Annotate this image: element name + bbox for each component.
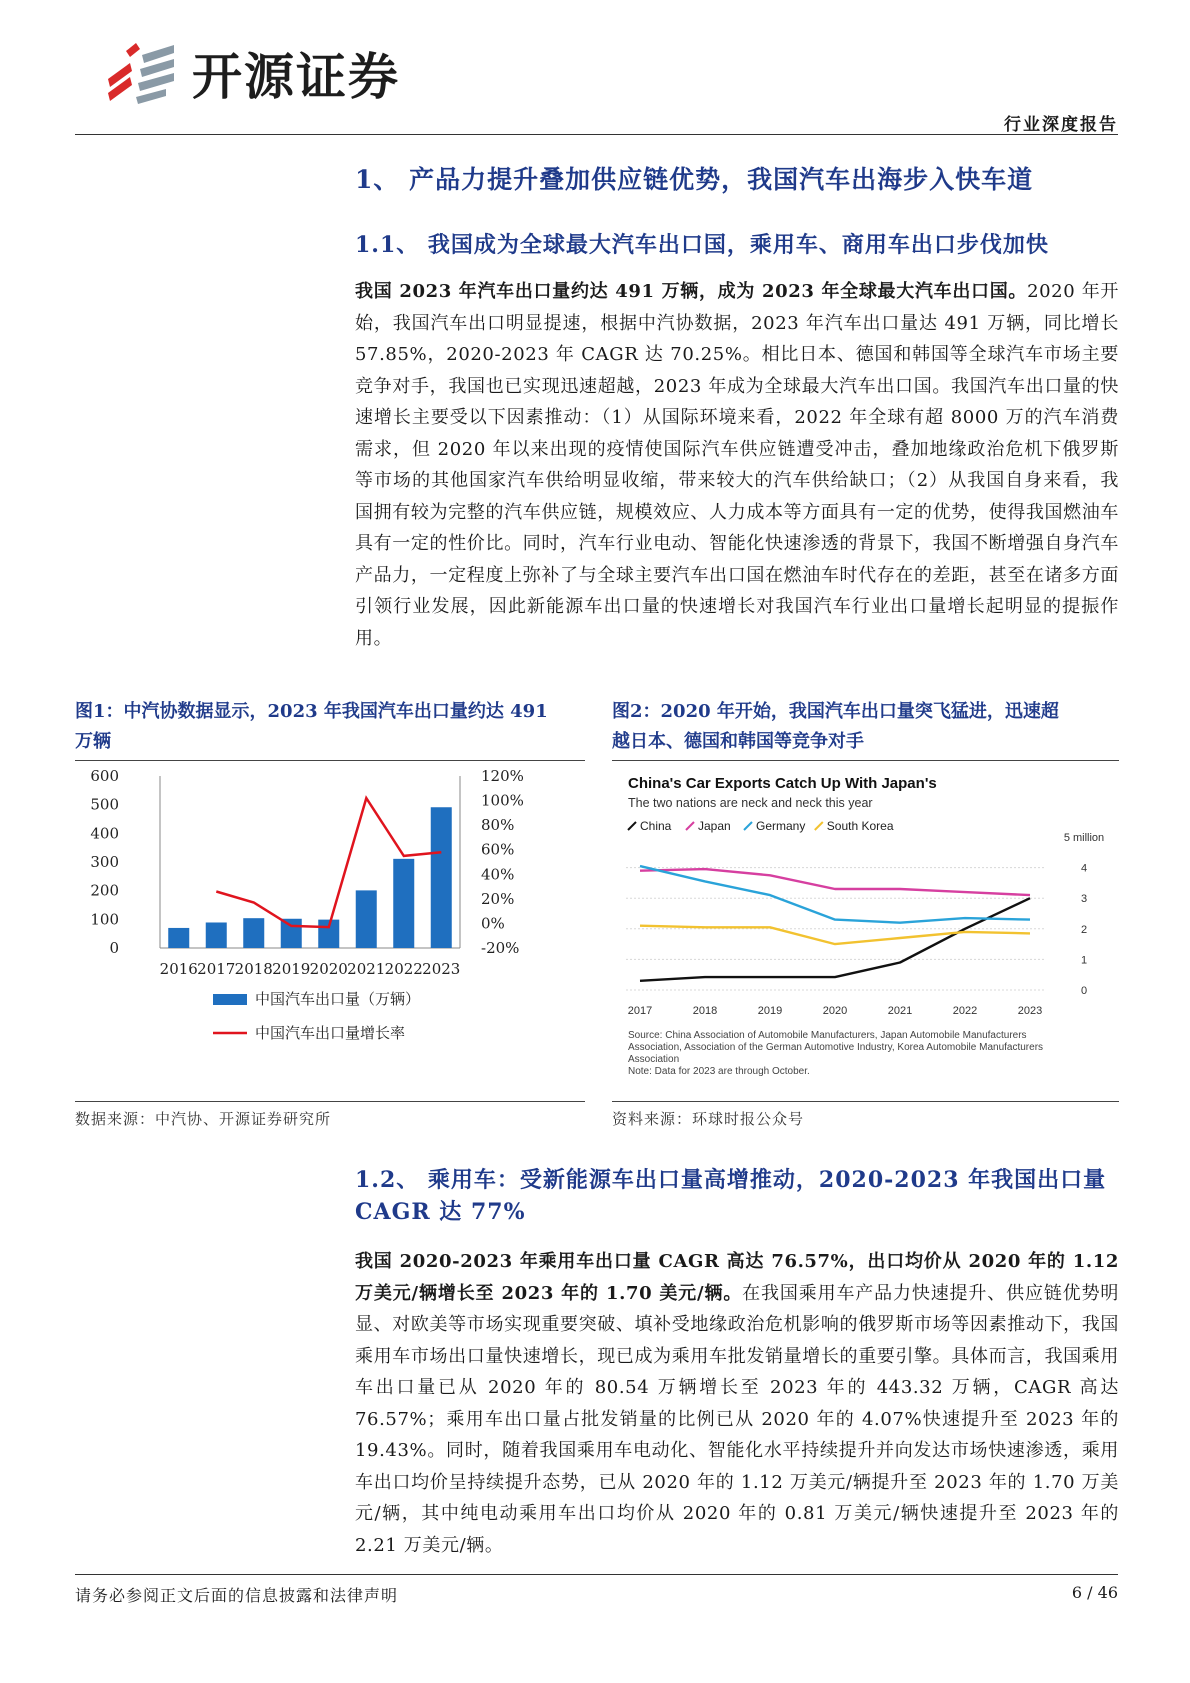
legend-bar-swatch bbox=[213, 994, 247, 1005]
bar-2021 bbox=[356, 890, 377, 948]
x-axis-tick-label: 2020 bbox=[309, 960, 348, 978]
figure-1-source: 数据来源：中汽协、开源证券研究所 bbox=[75, 1110, 332, 1128]
legend-swatch-japan bbox=[686, 822, 694, 830]
bar-2016 bbox=[168, 928, 189, 948]
figure-1-title: 图1：中汽协数据显示，2023 年我国汽车出口量约达 491 万辆 bbox=[75, 701, 548, 752]
right-axis-tick-label: 60% bbox=[481, 840, 515, 859]
chart-source-line: Association, Association of the German Automotive Industry, Korea Automobile Manufacturers bbox=[628, 1042, 1044, 1053]
chart-subtitle: The two nations are neck and neck this year bbox=[628, 796, 873, 810]
bar-2023 bbox=[431, 807, 452, 948]
chart-title: China's Car Exports Catch Up With Japan's bbox=[628, 775, 937, 792]
x-axis-tick-label: 2019 bbox=[272, 960, 311, 978]
x-axis-tick-label: 2017 bbox=[197, 960, 236, 978]
x-axis-tick-label: 2017 bbox=[627, 1005, 653, 1017]
y-axis-tick-label: 0 bbox=[1080, 985, 1088, 997]
report-type-label: 行业深度报告 bbox=[1004, 115, 1118, 135]
x-axis-tick-label: 2021 bbox=[887, 1005, 913, 1017]
left-axis-tick-label: 500 bbox=[90, 795, 119, 814]
header-divider bbox=[75, 134, 1118, 135]
legend-swatch-south-korea bbox=[815, 822, 823, 830]
footer-disclaimer: 请务必参阅正文后面的信息披露和法律声明 bbox=[75, 1586, 399, 1605]
y-axis-tick-label: 3 bbox=[1080, 893, 1088, 906]
left-axis-tick-label: 100 bbox=[90, 910, 119, 929]
subsection-1-1-paragraph bbox=[355, 276, 1119, 654]
section-title: 1、 产品力提升叠加供应链优势，我国汽车出海步入快车道 bbox=[355, 165, 1034, 194]
x-axis-tick-label: 2018 bbox=[692, 1005, 718, 1017]
paragraph-body: 在我国乘用车产品力快速提升、供应链优势明显、对欧美等市场实现重要突破、填补受地缘政治危机影响的俄罗斯市场等因素推动下，我国乘用车市场出口量快速增长，现已成为乘用车批发销量增长的重要引擎。具体而言，我国乘用车出口量已从 2020 年的 80.54 万辆增长至 2023 年的 443.32 万辆，CAGR 高达 76.57%；乘用车出口量占批发销量的比例已从 2020 年的 4.07%快速提升至 2023 年的 19.43%。同时，随着我国乘用车电动化、智能化水平持续提升并向发达市场快速渗透，乘用车出口均价呈持续提升态势，已从 2020 年的 1.12 万美元/辆提升至 2023 年的 1.70 万美元/辆，其中纯电动乘用车出口均价从 2020 年的 0.81 万美元/辆快速提升至 2023 年的 2.21 万美元/辆。 bbox=[355, 1282, 1119, 1556]
x-axis-tick-label: 2022 bbox=[952, 1005, 978, 1017]
subsection-1-1-title: 1.1、 我国成为全球最大汽车出口国，乘用车、商用车出口步伐加快 bbox=[355, 232, 1049, 258]
subsection-1-2-paragraph bbox=[355, 1246, 1119, 1561]
right-axis-tick-label: 100% bbox=[481, 791, 524, 810]
y-axis-tick-label: 4 bbox=[1080, 862, 1088, 875]
x-axis-tick-label: 2016 bbox=[159, 960, 198, 978]
legend-swatch-germany bbox=[744, 822, 752, 830]
figure-2-top-border bbox=[612, 760, 1119, 761]
paragraph-lead: 我国 2020-2023 年乘用车出口量 CAGR 高达 76.57%，出口均价从 2020 年的 1.12 万美元/辆增长至 2023 年的 1.70 美元/辆。 bbox=[355, 1251, 1119, 1304]
chart-note: Note: Data for 2023 are through October. bbox=[628, 1066, 810, 1077]
x-axis-tick-label: 2022 bbox=[384, 960, 423, 978]
series-line-germany bbox=[640, 866, 1030, 923]
figure-2-bottom-border bbox=[612, 1101, 1119, 1102]
legend-label-japan: Japan bbox=[698, 819, 731, 833]
x-axis-tick-label: 2020 bbox=[822, 1005, 848, 1017]
x-axis-tick-label: 2023 bbox=[1017, 1005, 1043, 1017]
logo-text: 开源证券 bbox=[192, 48, 400, 106]
x-axis-tick-label: 2023 bbox=[422, 960, 461, 978]
right-axis-tick-label: 120% bbox=[481, 767, 524, 785]
figure-1-chart bbox=[75, 762, 585, 1100]
bar-2019 bbox=[281, 919, 302, 948]
footer-divider bbox=[75, 1574, 1118, 1575]
paragraph-lead: 我国 2023 年汽车出口量约达 491 万辆，成为 2023 年全球最大汽车出口国。 bbox=[355, 281, 1028, 302]
left-axis-tick-label: 400 bbox=[90, 824, 119, 843]
series-line-japan bbox=[640, 869, 1030, 895]
right-axis-tick-label: 80% bbox=[481, 816, 515, 835]
right-axis-tick-label: -20% bbox=[481, 939, 520, 957]
bar-2022 bbox=[393, 859, 414, 948]
legend-label-china: China bbox=[640, 819, 672, 833]
legend-label-germany: Germany bbox=[756, 819, 806, 833]
company-logo bbox=[100, 38, 440, 108]
x-axis-tick-label: 2018 bbox=[234, 960, 273, 978]
figure-2-chart bbox=[612, 762, 1119, 1100]
right-axis-tick-label: 20% bbox=[481, 889, 515, 908]
page-number: 6 / 46 bbox=[1071, 1583, 1118, 1602]
bar-2018 bbox=[243, 918, 264, 948]
legend-label-south-korea: South Korea bbox=[826, 819, 894, 833]
left-axis-tick-label: 0 bbox=[109, 939, 119, 957]
x-axis-tick-label: 2021 bbox=[347, 960, 386, 978]
left-axis-tick-label: 200 bbox=[90, 881, 119, 900]
y-axis-tick-label: 1 bbox=[1080, 954, 1088, 967]
right-axis-tick-label: 40% bbox=[481, 865, 515, 884]
chart-source-line: Source: China Association of Automobile Manufacturers, Japan Automobile Manufacturers bbox=[628, 1030, 1027, 1041]
figure-1-top-border bbox=[75, 760, 585, 761]
left-axis-tick-label: 300 bbox=[90, 853, 119, 871]
subsection-1-2-title: 1.2、 乘用车：受新能源车出口量高增推动，2020-2023 年我国出口量 CAGR 达 77% bbox=[355, 1167, 1107, 1225]
left-axis-tick-label: 600 bbox=[90, 767, 119, 785]
legend-swatch-china bbox=[628, 822, 636, 830]
y-axis-tick-label: 2 bbox=[1080, 923, 1088, 936]
figure-2-title: 图2：2020 年开始，我国汽车出口量突飞猛进，迅速超 越日本、德国和韩国等竞争对手 bbox=[612, 701, 1059, 752]
figure-2-source: 资料来源：环球时报公众号 bbox=[612, 1110, 805, 1128]
series-line-china bbox=[640, 898, 1030, 981]
right-axis-tick-label: 0% bbox=[481, 914, 505, 933]
chart-source-line: Association bbox=[628, 1054, 680, 1065]
legend-bar-label: 中国汽车出口量（万辆） bbox=[255, 990, 421, 1008]
x-axis-tick-label: 2019 bbox=[757, 1005, 783, 1017]
paragraph-body: 2020 年开始，我国汽车出口明显提速，根据中汽协数据，2023 年汽车出口量达 491 万辆，同比增长 57.85%，2020-2023 年 CAGR 达 70.25%。相比日本、德国和韩国等全球汽车市场主要竞争对手，我国也已实现迅速超越，2023 年成为全球最大汽车出口国。我国汽车出口量的快速增长主要受以下因素推动：（1）从国际环境来看，2022 年全球有超 8000 万的汽车消费需求，但 2020 年以来出现的疫情使国际汽车供应链遭受冲击，叠加地缘政治危机下俄罗斯等市场的其他国家汽车供给明显收缩，带来较大的汽车供给缺口；（2）从我国自身来看，我国拥有较为完整的汽车供应链，规模效应、人力成本等方面具有一定的优势，使得我国燃油车具有一定的性价比。同时，汽车行业电动、智能化快速渗透的背景下，我国不断增强自身汽车产品力，一定程度上弥补了与全球主要汽车出口国在燃油车时代存在的差距，甚至在诸多方面引领行业发展，因此新能源车出口量的快速增长对我国汽车行业出口量增长起明显的提振作用。 bbox=[355, 281, 1119, 649]
bar-2017 bbox=[206, 922, 227, 948]
legend-line-label: 中国汽车出口量增长率 bbox=[255, 1024, 406, 1042]
y-axis-unit-label: 5 million bbox=[1063, 832, 1105, 844]
figure-1-bottom-border bbox=[75, 1101, 585, 1102]
logo-mark-icon bbox=[100, 39, 180, 107]
